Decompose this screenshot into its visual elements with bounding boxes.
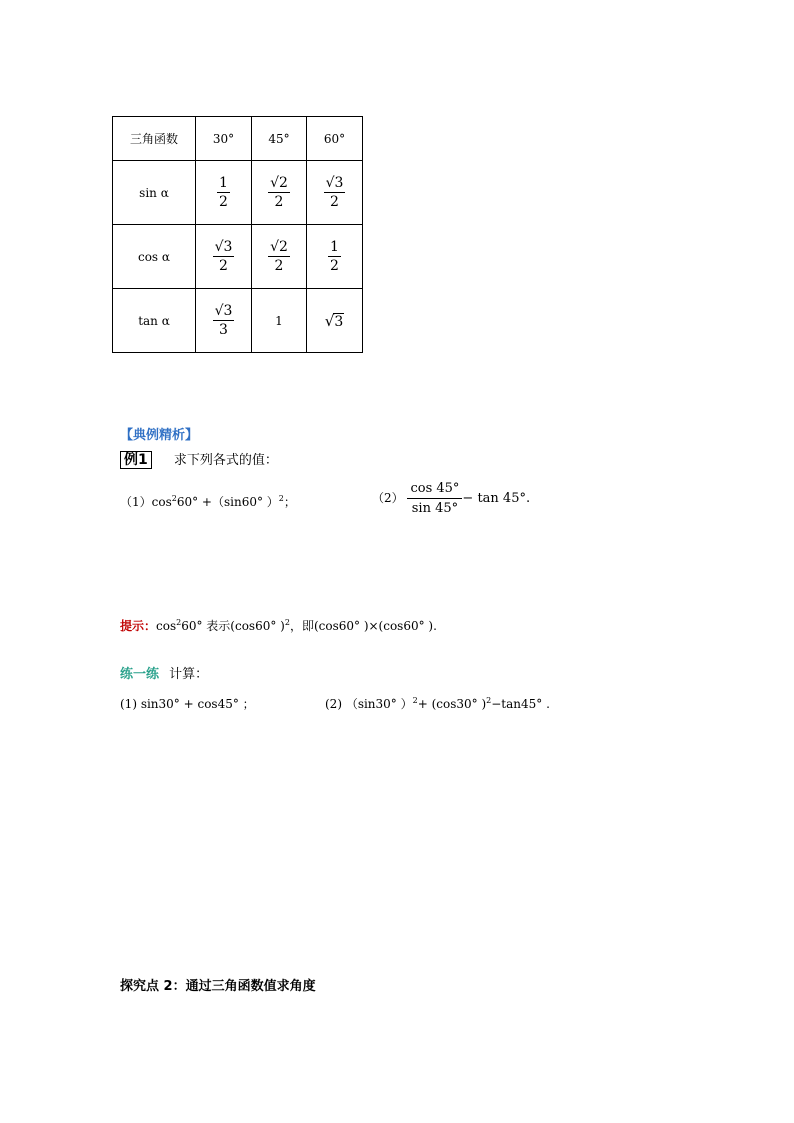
practice-heading — [120, 663, 208, 682]
practice2-mid: + (cos30° ) — [417, 697, 487, 711]
tan-45-cell: 1 — [252, 289, 307, 353]
radical — [325, 312, 344, 330]
item1-exp2: 2 — [278, 494, 284, 503]
table-row-sin — [113, 161, 363, 225]
example-tag: 例1 — [120, 451, 152, 469]
trig-value-table — [112, 116, 363, 353]
section-title: 【典例精析】 — [120, 428, 199, 443]
item2-suffix: − tan 45°. — [462, 491, 531, 506]
table-row-cos — [113, 225, 363, 289]
cos-30-cell — [196, 225, 252, 289]
fraction — [213, 303, 235, 338]
section-2-title: 探究点 2：通过三角函数值求角度 — [120, 979, 316, 994]
radical-sign-icon: √ — [324, 311, 335, 330]
radicand: 2 — [279, 239, 288, 255]
hint-post: ，即(cos60° )×(cos60° ). — [289, 619, 437, 633]
hint-mid: 60° 表示(cos60° ) — [181, 619, 285, 633]
numerator — [324, 175, 346, 193]
item2-denominator: sin 45° — [411, 501, 459, 516]
numerator: 1 — [330, 239, 339, 255]
sin-45-cell — [252, 161, 307, 225]
row-label-sin: sin α — [113, 161, 196, 225]
radical-sign-icon: √ — [270, 175, 279, 191]
cos-60-cell — [307, 225, 363, 289]
fraction — [268, 239, 290, 274]
example-heading — [120, 449, 278, 469]
header-45: 45° — [252, 117, 307, 161]
numerator — [213, 239, 235, 257]
numerator — [268, 175, 290, 193]
item2-fraction — [407, 481, 462, 516]
radical-sign-icon: √ — [270, 239, 279, 255]
hint-pre: cos — [156, 619, 177, 633]
header-function: 三角函数 — [113, 117, 196, 161]
item1-suffix: ； — [283, 495, 296, 509]
fraction — [328, 239, 341, 274]
hint-exp1: 2 — [176, 618, 182, 627]
item1-exp1: 2 — [171, 494, 177, 503]
item2-prefix: （2） — [372, 491, 404, 505]
sin-60-cell — [307, 161, 363, 225]
fraction — [213, 239, 235, 274]
denominator: 2 — [219, 194, 228, 210]
item2-numerator: cos 45° — [407, 481, 462, 499]
item1-mid: 60° +（sin60° ） — [176, 495, 279, 509]
radicand: 3 — [223, 239, 233, 255]
radical-sign-icon: √ — [214, 239, 224, 255]
cos-45-cell — [252, 225, 307, 289]
practice-item-2 — [325, 695, 550, 712]
denominator: 2 — [274, 194, 284, 210]
radicand: 3 — [334, 175, 344, 191]
item1-prefix: （1）cos — [120, 495, 172, 509]
practice2-exp1: 2 — [412, 696, 418, 705]
practice-prompt: 计算： — [169, 667, 209, 682]
row-label-tan: tan α — [113, 289, 196, 353]
practice2-exp2: 2 — [486, 696, 492, 705]
example-prompt: 求下列各式的值： — [173, 453, 278, 468]
denominator: 2 — [274, 258, 284, 274]
radicand: 2 — [279, 175, 288, 191]
row-label-cos: cos α — [113, 225, 196, 289]
numerator — [268, 239, 290, 257]
fraction — [324, 175, 346, 210]
tan-30-cell — [196, 289, 252, 353]
example-item-2 — [372, 481, 530, 516]
hint-exp2: 2 — [284, 618, 290, 627]
practice2-pre: (2) （sin30° ） — [325, 697, 413, 711]
numerator: 1 — [219, 175, 228, 191]
practice-item-1: (1) sin30° + cos45° ； — [120, 697, 255, 711]
denominator: 3 — [219, 322, 228, 338]
radicand: 3 — [334, 313, 344, 330]
fraction — [268, 175, 290, 210]
hint-label: 提示： — [120, 619, 157, 633]
denominator: 2 — [219, 258, 228, 274]
fraction — [217, 175, 230, 210]
numerator — [213, 303, 235, 321]
tan-60-cell — [307, 289, 363, 353]
table-row-tan — [113, 289, 363, 353]
denominator: 2 — [330, 194, 339, 210]
denominator: 2 — [330, 258, 339, 274]
example-item-1 — [120, 493, 296, 510]
hint-line — [120, 617, 437, 634]
header-30: 30° — [196, 117, 252, 161]
radical-sign-icon: √ — [325, 175, 335, 191]
radicand: 3 — [223, 303, 233, 319]
practice2-post: −tan45° . — [491, 697, 550, 711]
sin-30-cell — [196, 161, 252, 225]
radical-sign-icon: √ — [214, 303, 224, 319]
header-60: 60° — [307, 117, 363, 161]
table-header-row — [113, 117, 363, 161]
practice-label: 练一练 — [120, 667, 160, 682]
